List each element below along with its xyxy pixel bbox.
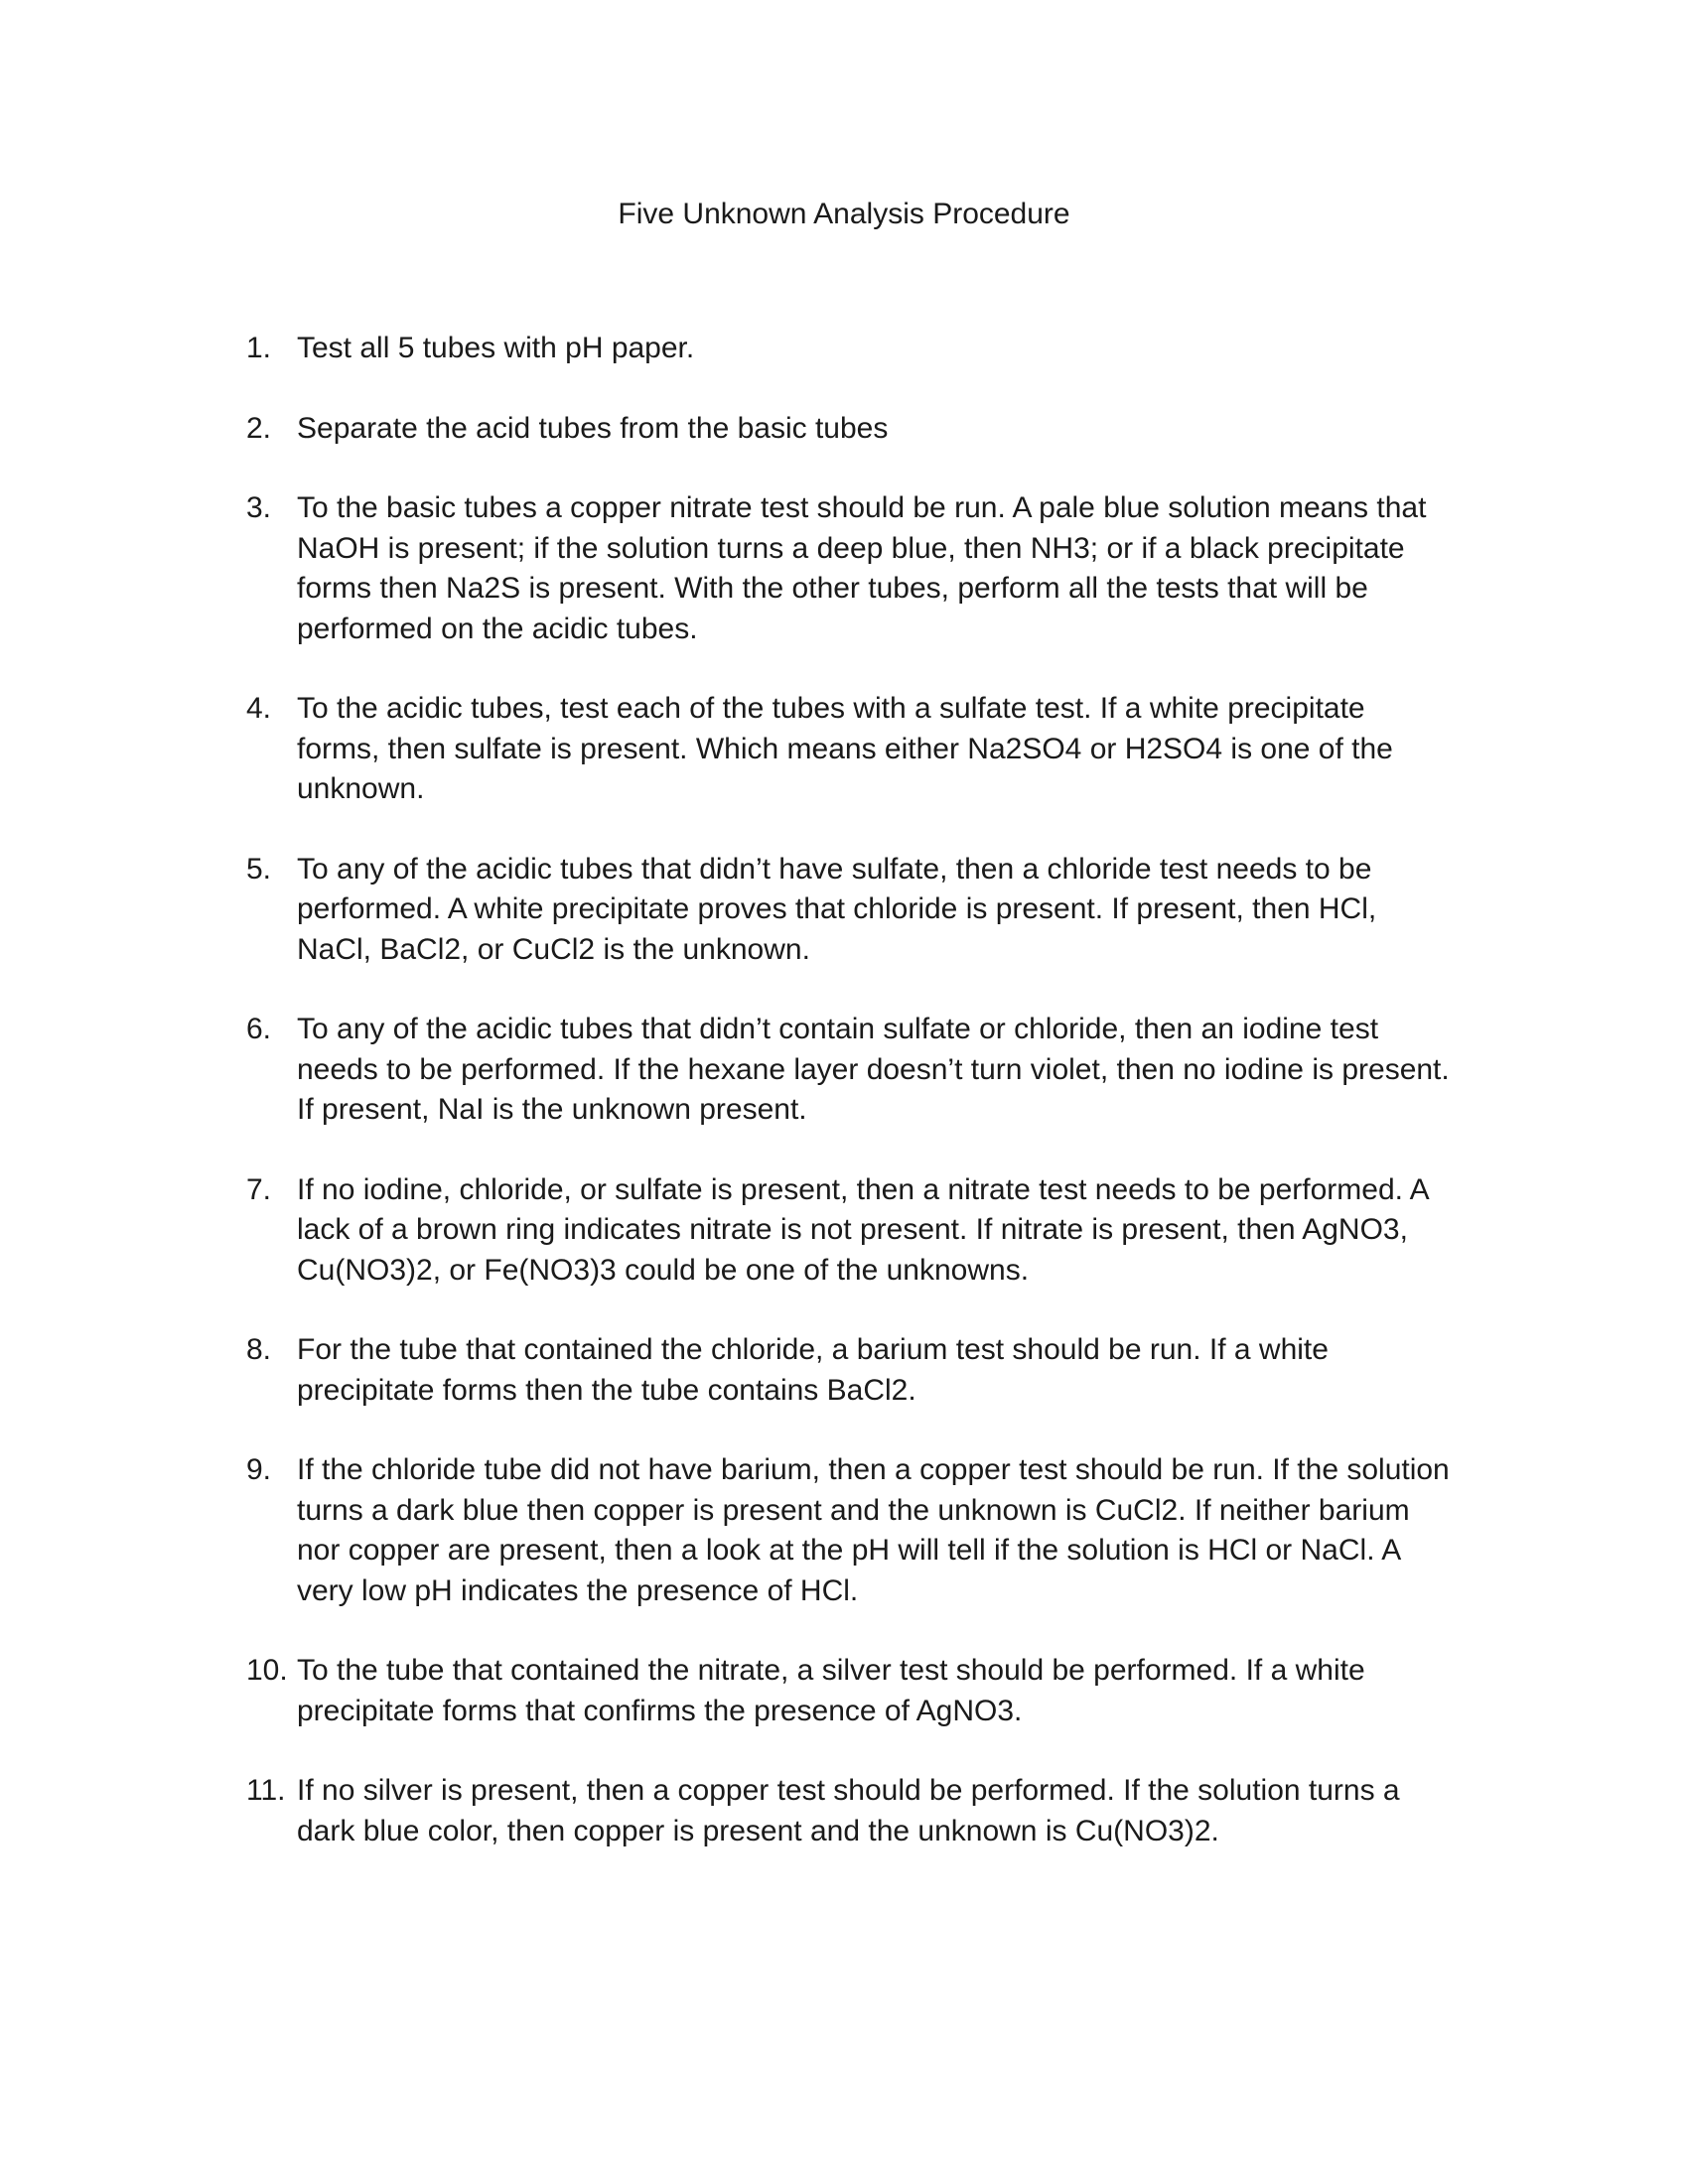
step-text: For the tube that contained the chloride, a barium test should be run. If a white precipitate forms then the tube contains BaCl2. [297,1333,1329,1407]
step-number: 5. [246,852,272,886]
step-number: 7. [246,1172,272,1206]
step-text: To the tube that contained the nitrate, a silver test should be performed. If a white precipitate forms that confirms the presence of AgNO3. [297,1654,1365,1727]
step-text: Test all 5 tubes with pH paper. [297,332,695,364]
step-number: 2. [246,411,272,445]
step-number: 10. [246,1654,288,1687]
step-text: Separate the acid tubes from the basic tubes [297,411,889,445]
step-text: If no iodine, chloride, or sulfate is present, then a nitrate test needs to be performed. A lack of a brown ring indicates nitrate is not present. If nitrate is present, then AgNO3, Cu(NO3)2, or Fe(NO3)3 could be one of the unknowns. [297,1172,1430,1287]
procedure-step-4 [246,689,1487,810]
step-text: To any of the acidic tubes that didn’t contain sulfate or chloride, then an iodine test needs to be performed. If the hexane layer doesn’t turn violet, then no iodine is present. If present, NaI is the unknown present. [297,1013,1450,1126]
procedure-step-9 [246,1450,1487,1611]
procedure-step-11 [246,1771,1487,1851]
step-number: 9. [246,1453,272,1486]
procedure-step-2 [246,409,1487,450]
procedure-step-1 [246,329,1487,369]
step-number: 1. [246,332,272,364]
procedure-step-5 [246,850,1487,971]
step-text: To any of the acidic tubes that didn’t have sulfate, then a chloride test needs to be performed. A white precipitate proves that chloride is present. If present, then HCl, NaCl, BaCl2, or CuCl2 is the unknown. [297,852,1377,966]
step-number: 4. [246,692,272,725]
step-number: 11. [246,1774,286,1807]
step-text: If no silver is present, then a copper test should be performed. If the solution turns a dark blue color, then copper is present and the unknown is Cu(NO3)2. [297,1774,1400,1847]
page-title: Five Unknown Analysis Procedure [618,198,1070,230]
step-number: 3. [246,491,272,524]
procedure-step-8 [246,1330,1487,1411]
procedure-step-7 [246,1170,1487,1292]
step-number: 8. [246,1333,272,1366]
procedure-step-10 [246,1651,1487,1731]
procedure-list [246,329,1487,1891]
step-text: To the acidic tubes, test each of the tubes with a sulfate test. If a white precipitate forms, then sulfate is present. Which means either Na2SO4 or H2SO4 is one of the unknown. [297,692,1393,805]
step-text: If the chloride tube did not have barium, then a copper test should be run. If the solution turns a dark blue then copper is present and the unknown is CuCl2. If neither barium nor copper are present, then a look at the pH will tell if the solution is HCl or NaCl. A very low pH indicates the presence of HCl. [297,1453,1450,1607]
step-number: 6. [246,1013,272,1045]
step-text: To the basic tubes a copper nitrate test should be run. A pale blue solution means that NaOH is present; if the solution turns a deep blue, then NH3; or if a black precipitate forms then Na2S is present. With the other tubes, perform all the tests that will be performed on the acidic tubes. [297,491,1427,645]
procedure-step-6 [246,1010,1487,1131]
procedure-step-3 [246,488,1487,649]
